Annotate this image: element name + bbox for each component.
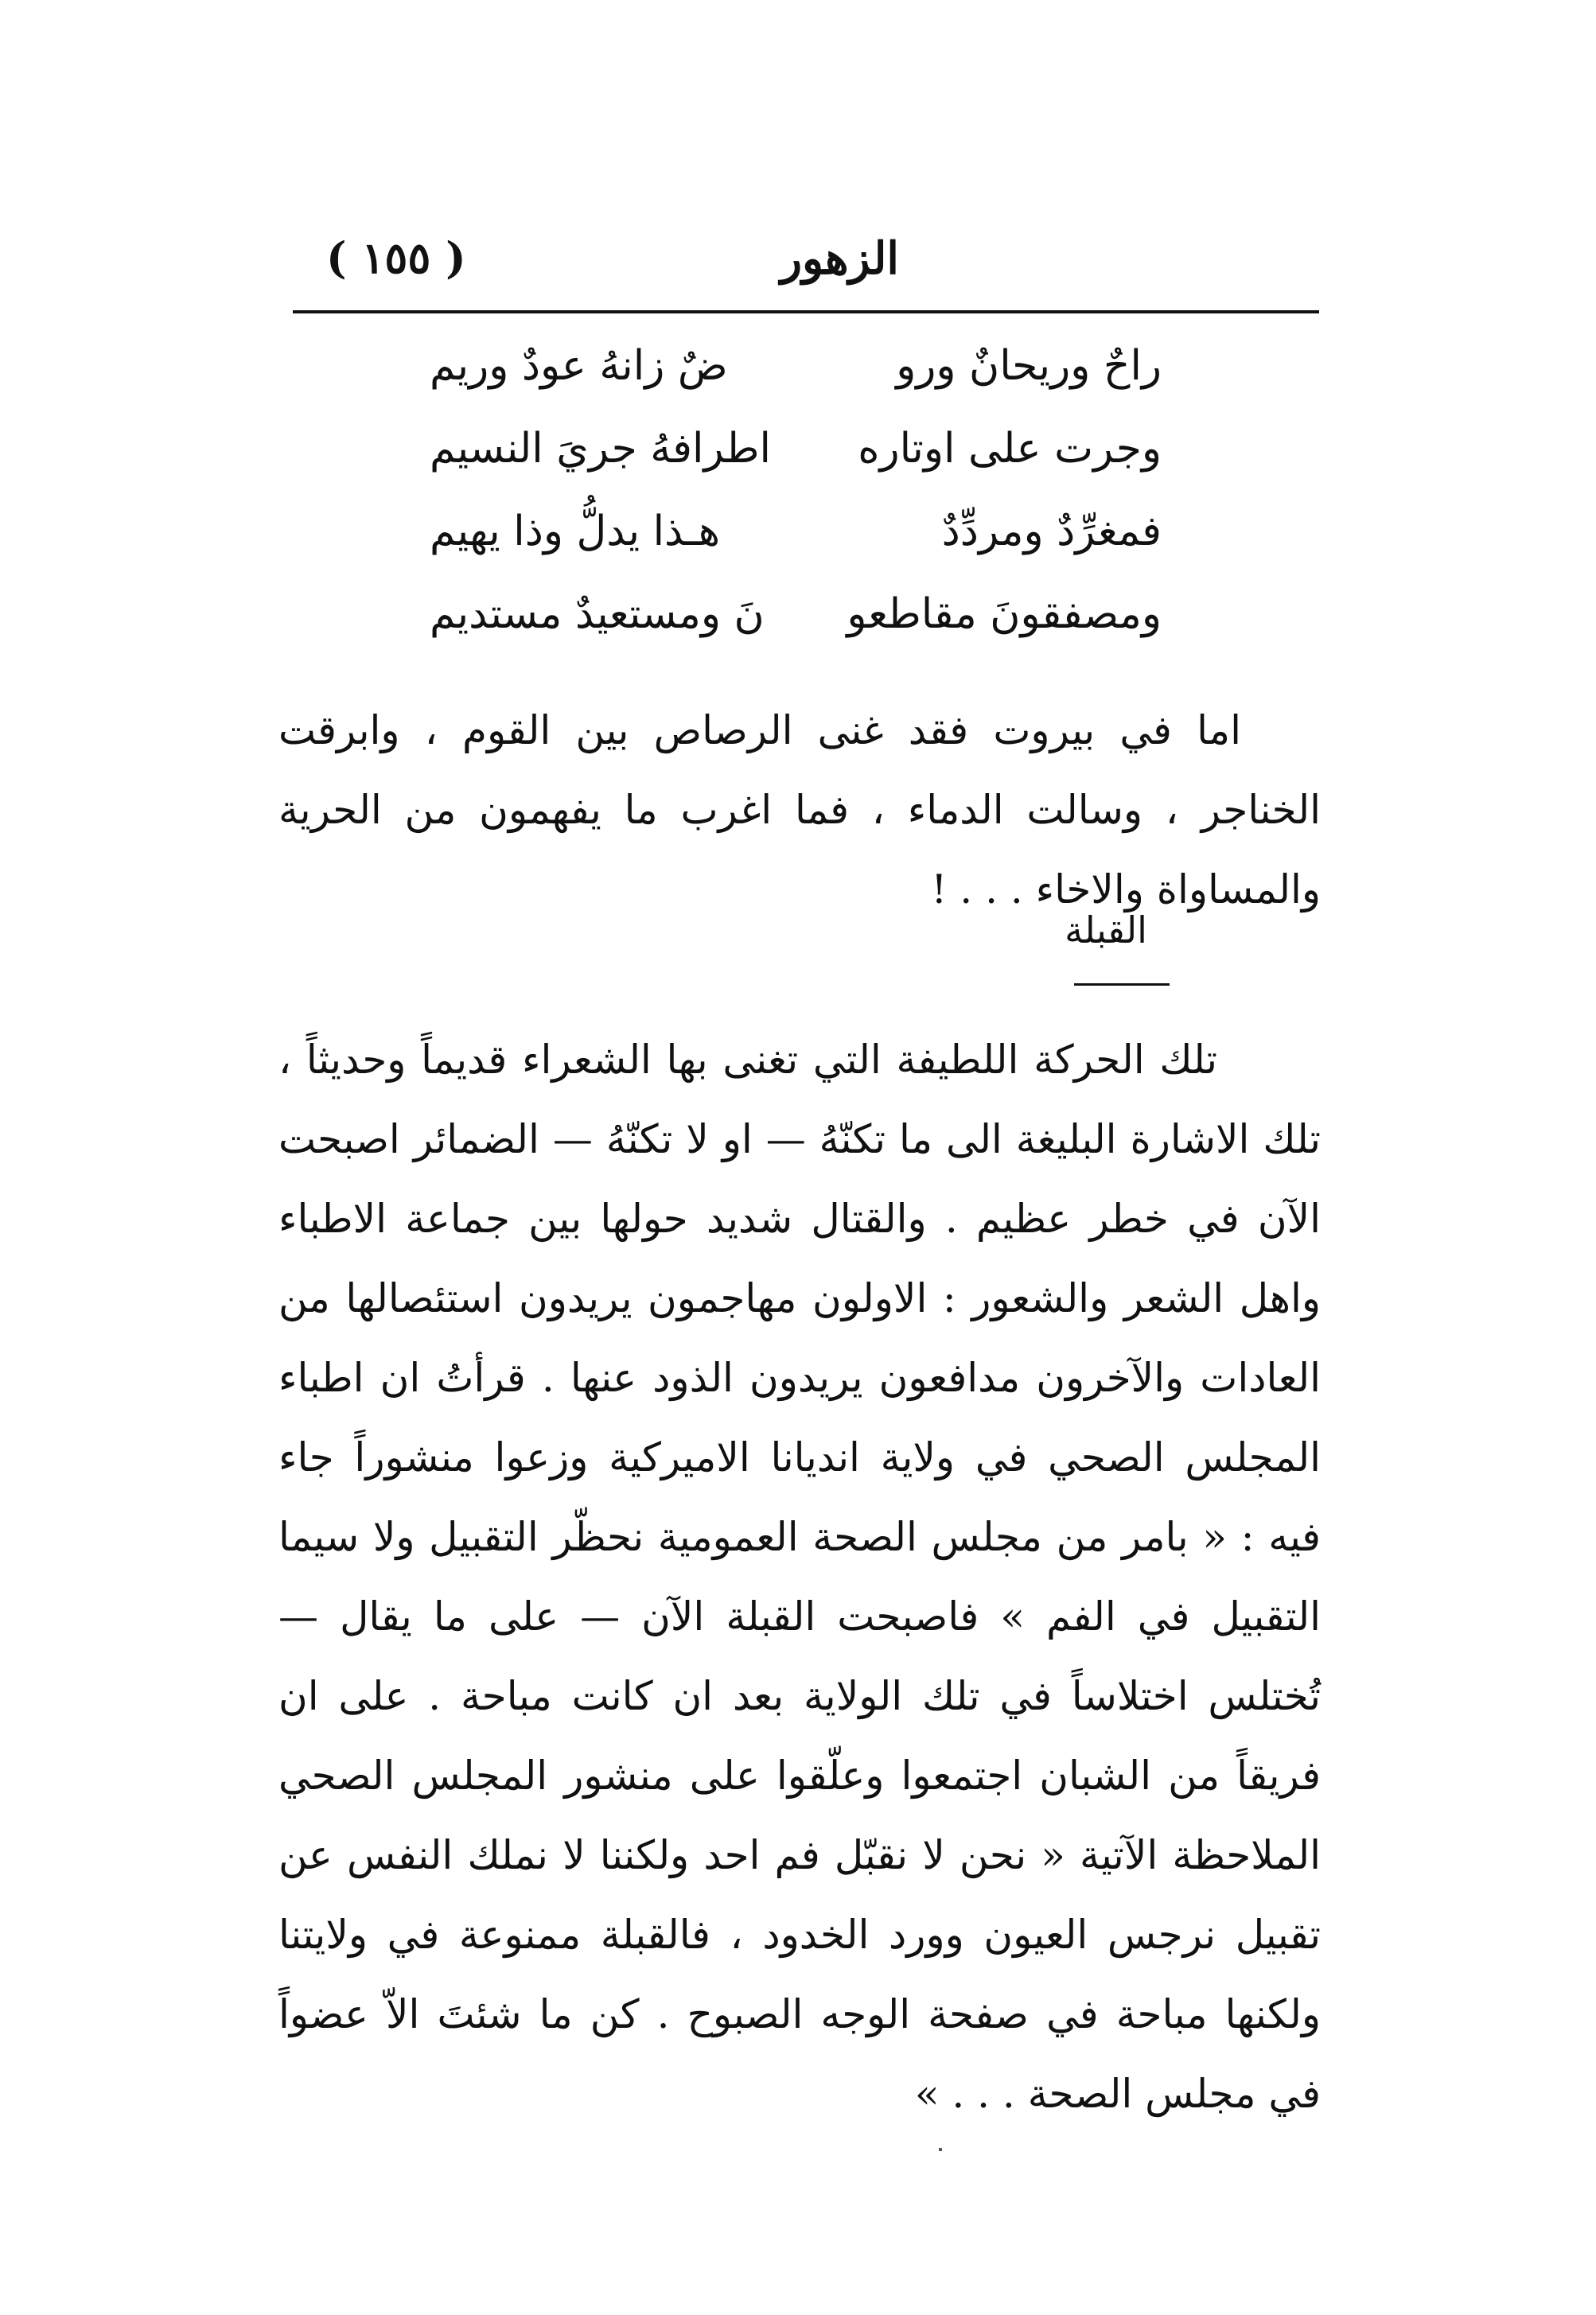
poem-verse [430,582,1162,665]
poem-second-hemistich: نَ ومستعيدٌ مستديم [430,590,765,638]
section-heading-rule [1074,983,1170,986]
poem-second-hemistich: ضٌ زانهُ عودٌ وريم [430,342,728,390]
poem-first-hemistich: ومصفقونَ مقاطعو [847,590,1162,638]
paragraph-kiss: تلك الحركة اللطيفة التي تغنى بها الشعراء قديماً وحديثاً ، تلك الاشارة البليغة الى ما تكنّهُ — او لا تكنّهُ — الضمائر اصبحت الآن في خطر عظيم . والقتال شديد حولها بين جماعة الاطباء واهل الشعر والشعور : الاولون مهاجمون يريدون استئصالها من العادات والآخرون مدافعون يريدون الذود عنها . قرأتُ ان اطباء المجلس الصحي في ولاية اندیانا الاميركية وزعوا منشوراً جاء فيه : « بامر من مجلس الصحة العمومية نحظّر التقبيل ولا سيما التقبيل في الفم » فاصبحت القبلة الآن — على ما يقال — تُختلس اختلاساً في تلك الولاية بعد ان كانت مباحة . على ان فريقاً من الشبان اجتمعوا وعلّقوا على منشور المجلس الصحي الملاحظة الآتية « نحن لا نقبّل فم احد ولكننا لا نملك النفس عن تقبيل نرجس العيون وورد الخدود ، فالقبلة ممنوعة في ولايتنا ولكنها مباحة في صفحة الوجه الصبوح . كن ما شئتَ الاّ عضواً في مجلس الصحة . . . » [278,1037,1321,2117]
poem-verse [430,417,1162,500]
poem-verse [430,500,1162,582]
header-rule [293,310,1319,313]
paragraph-beirut: اما في بيروت فقد غنى الرصاص بين القوم ، وابرقت الخناجر ، وسالت الدماء ، فما اغرب ما يفهمون من الحرية والمساواة والاخاء . . . ! [278,707,1321,912]
poem-first-hemistich: فمغرِّدٌ ومردِّدٌ [941,508,1162,555]
poem-first-hemistich: وجرت على اوتاره [858,425,1162,473]
running-header [294,232,1313,304]
poem-verse [430,334,1162,417]
page-number: ( ١٥٥ ) [326,232,466,283]
poem-second-hemistich: هـذا يدلُّ وذا يهيم [430,508,720,555]
poem-first-hemistich: راحٌ وريحانٌ ورو [896,342,1162,390]
section-heading: القبلة [1065,908,1147,951]
running-title: الزهور [780,232,899,285]
poem-second-hemistich: اطرافهُ جريَ النسيم [430,425,771,473]
poem [430,334,1162,665]
print-speck [939,2148,942,2151]
